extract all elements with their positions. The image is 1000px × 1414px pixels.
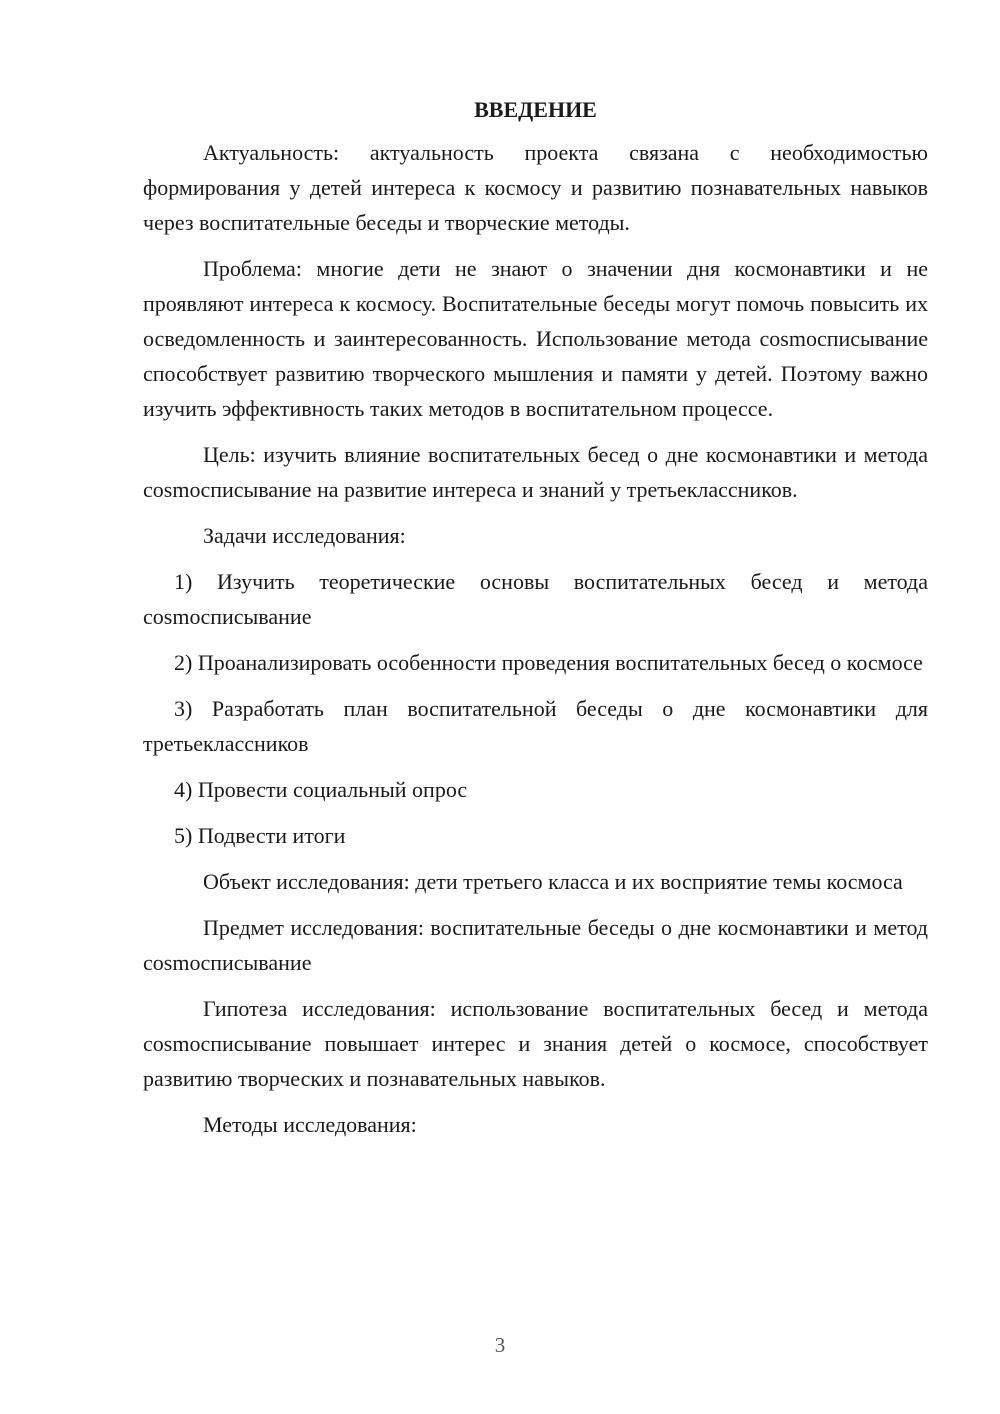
paragraph-problem: Проблема: многие дети не знают о значении дня космонавтики и не проявляют интереса к космосу. Воспитательные беседы могут помочь повысить их осведомленность и заинтересованность. Использование метода cosmoсписывание способствует развитию творческого мышления и памяти у детей. Поэтому важно изучить эффективность таких методов в воспитательном процессе. — [143, 256, 928, 421]
document-title: ВВЕДЕНИЕ — [474, 97, 597, 122]
paragraph-object: Объект исследования: дети третьего класса и их восприятие темы космоса — [203, 869, 903, 894]
list-item-task-1: 1) Изучить теоретические основы воспитательных бесед и метода cosmoсписывание — [143, 569, 928, 629]
paragraph-tasks-heading: Задачи исследования: — [203, 523, 406, 548]
list-item-task-5: 5) Подвести итоги — [174, 823, 346, 848]
document-page — [143, 95, 928, 1153]
paragraph-methods: Методы исследования: — [203, 1112, 417, 1137]
list-item-task-3: 3) Разработать план воспитательной беседы о дне космонавтики для третьеклассников — [143, 696, 928, 756]
paragraph-goal: Цель: изучить влияние воспитательных бесед о дне космонавтики и метода cosmoсписывание на развитие интереса и знаний у третьеклассников. — [143, 442, 928, 502]
list-item-task-4: 4) Провести социальный опрос — [174, 777, 468, 802]
paragraph-hypothesis: Гипотеза исследования: использование воспитательных бесед и метода cosmoсписывание повышает интерес и знания детей о космосе, способствует развитию творческих и познавательных навыков. — [143, 996, 928, 1091]
paragraph-relevance: Актуальность: актуальность проекта связана с необходимостью формирования у детей интереса к космосу и развитию познавательных навыков через воспитательные беседы и творческие методы. — [143, 140, 928, 235]
paragraph-subject: Предмет исследования: воспитательные беседы о дне космонавтики и метод cosmoсписывание — [143, 915, 928, 975]
page-number: 3 — [494, 1333, 506, 1357]
list-item-task-2: 2) Проанализировать особенности проведения воспитательных бесед о космосе — [174, 650, 923, 675]
